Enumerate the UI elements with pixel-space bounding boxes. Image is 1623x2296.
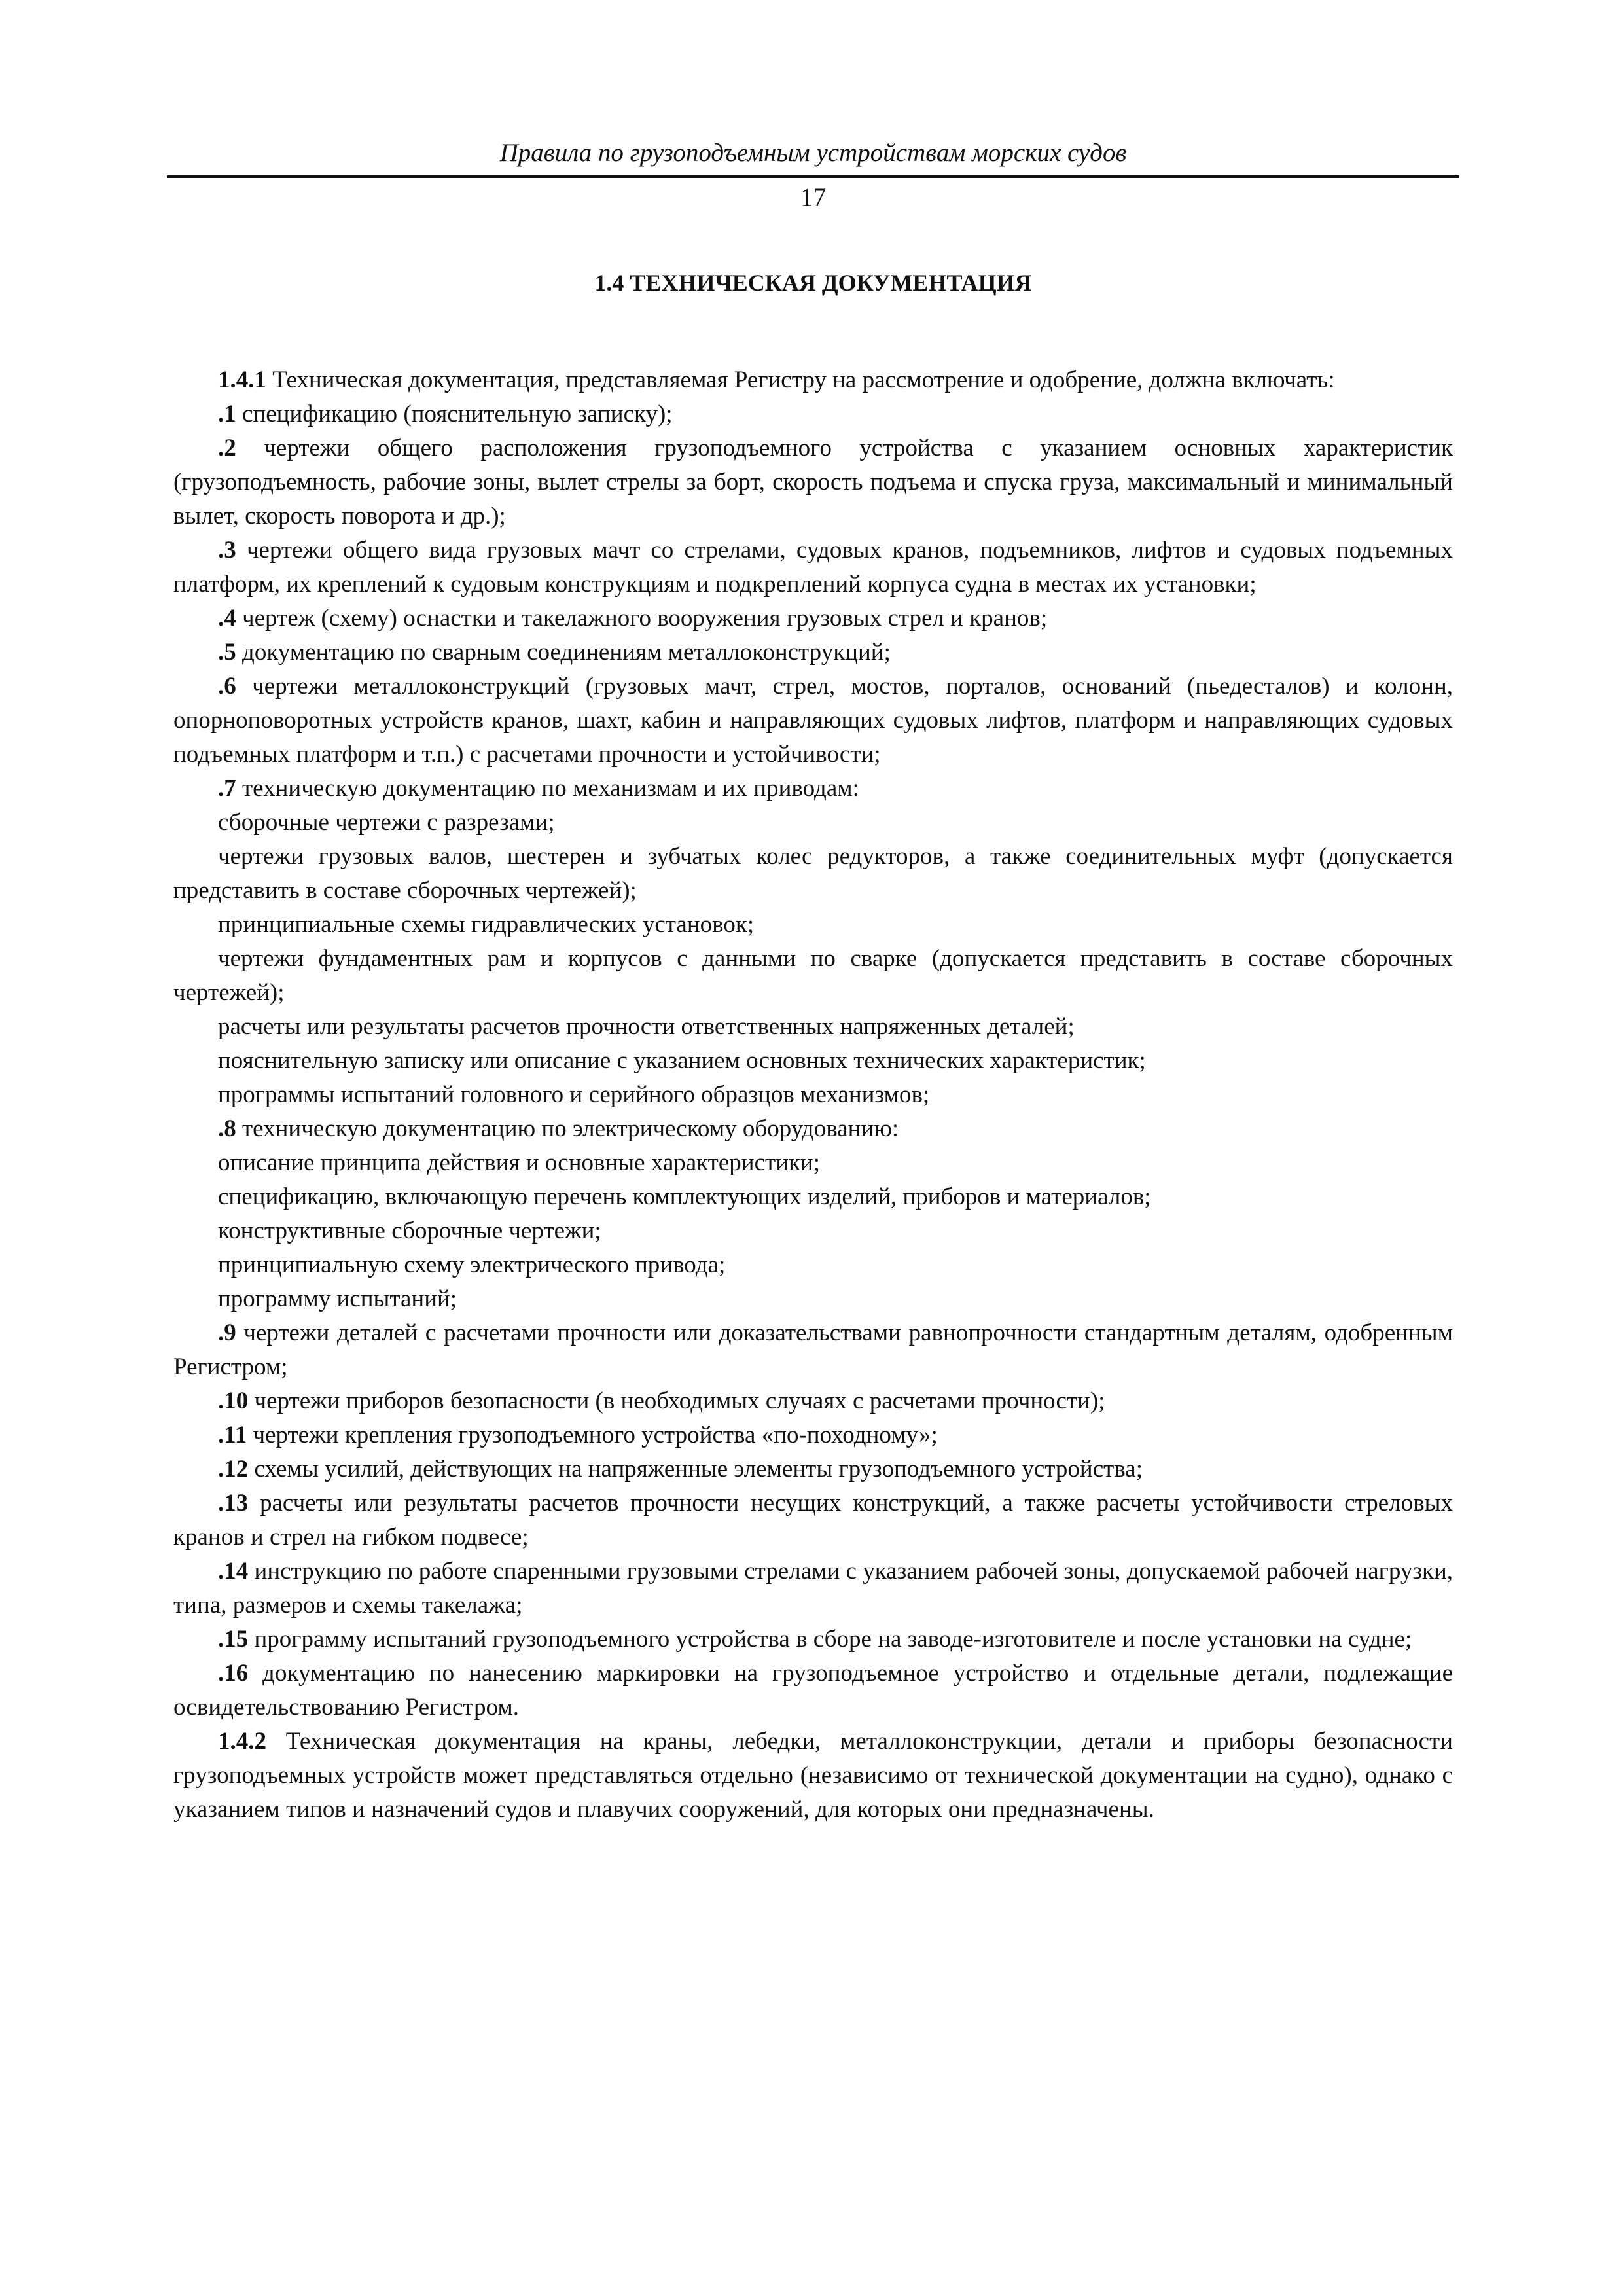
list-item: [173, 533, 1453, 601]
item-text: чертежи деталей с расчетами прочности или доказательствами равнопрочности стандартным деталям, одобренным Регистром;: [173, 1319, 1453, 1380]
item-number: .3: [218, 537, 236, 564]
paragraph-number: 1.4.1: [218, 367, 266, 393]
sub-item-text: принципиальную схему электрического привода;: [218, 1251, 726, 1278]
item-text: чертежи крепления грузоподъемного устройства «по-походному»;: [247, 1422, 938, 1448]
sub-item-text: сборочные чертежи с разрезами;: [218, 809, 555, 836]
running-header: Правила по грузоподъемным устройствам морских судов: [499, 139, 1127, 167]
item-number: .2: [218, 435, 236, 461]
item-text: чертеж (схему) оснастки и такелажного вооружения грузовых стрел и кранов;: [236, 605, 1048, 632]
item-text: документацию по нанесению маркировки на грузоподъемное устройство и отдельные детали, подлежащие освидетельствованию Регистром.: [173, 1660, 1453, 1721]
item-text: программу испытаний грузоподъемного устройства в сборе на заводе-изготовителе и после установки на судне;: [248, 1626, 1412, 1653]
item-number: .9: [218, 1319, 236, 1346]
page-number: 17: [800, 183, 826, 211]
sub-item-text: чертежи грузовых валов, шестерен и зубчатых колес редукторов, а также соединительных муфт (допускается представить в составе сборочных чертежей);: [173, 843, 1453, 904]
list-item: [173, 1554, 1453, 1623]
item-number: .16: [218, 1660, 249, 1687]
sub-item-text: описание принципа действия и основные характеристики;: [218, 1149, 821, 1176]
list-item: [173, 431, 1453, 533]
list-item: [173, 1657, 1453, 1725]
list-item: [173, 772, 1453, 806]
item-text: чертежи общего расположения грузоподъемного устройства с указанием основных характеристик (грузоподъемность, рабочие зоны, вылет стрелы за борт, скорость подъема и спуска груза, максимальный и минимальный вылет, скорость поворота и др.);: [173, 435, 1453, 529]
sub-item-text: программы испытаний головного и серийного образцов механизмов;: [218, 1081, 930, 1108]
list-item: [173, 1316, 1453, 1384]
item-number: .10: [218, 1388, 249, 1414]
list-item: [173, 1452, 1453, 1486]
paragraph: [173, 363, 1453, 397]
list-item: [173, 670, 1453, 772]
item-number: .7: [218, 775, 236, 802]
item-text: документацию по сварным соединениям металлоконструкций;: [236, 639, 891, 666]
paragraph-number: 1.4.2: [218, 1728, 266, 1755]
item-text: расчеты или результаты расчетов прочности несущих конструкций, а также расчеты устойчивости стреловых кранов и стрел на гибком подвесе;: [173, 1490, 1453, 1551]
item-number: .15: [218, 1626, 249, 1653]
header-rule: [167, 175, 1459, 178]
list-item: [173, 1486, 1453, 1554]
list-item: [173, 1418, 1453, 1452]
sub-item: [173, 840, 1453, 908]
sub-item: [173, 1044, 1453, 1078]
list-item: [173, 1112, 1453, 1146]
list-item: [173, 397, 1453, 431]
sub-item: [173, 1282, 1453, 1316]
list-item: [173, 601, 1453, 636]
section-title: 1.4 ТЕХНИЧЕСКАЯ ДОКУМЕНТАЦИЯ: [594, 270, 1032, 296]
item-number: .13: [218, 1490, 249, 1516]
sub-item: [173, 1180, 1453, 1214]
item-text: чертежи общего вида грузовых мачт со стрелами, судовых кранов, подъемников, лифтов и судовых подъемных платформ, их креплений к судовым конструкциям и подкреплений корпуса судна в местах их установки;: [173, 537, 1453, 598]
item-number: .4: [218, 605, 236, 632]
sub-item-text: чертежи фундаментных рам и корпусов с данными по сварке (допускается представить в составе сборочных чертежей);: [173, 945, 1453, 1006]
sub-item-text: принципиальные схемы гидравлических установок;: [218, 911, 755, 938]
item-text: спецификацию (пояснительную записку);: [236, 401, 673, 427]
body-text: [173, 363, 1453, 1827]
sub-item-text: программу испытаний;: [218, 1285, 457, 1312]
item-number: .5: [218, 639, 236, 666]
list-item: [173, 1623, 1453, 1657]
sub-item-text: расчеты или результаты расчетов прочности ответственных напряженных деталей;: [218, 1013, 1075, 1040]
list-item: [173, 636, 1453, 670]
item-number: .6: [218, 673, 236, 700]
item-number: .1: [218, 401, 236, 427]
sub-item-text: конструктивные сборочные чертежи;: [218, 1217, 601, 1244]
item-number: .11: [218, 1422, 247, 1448]
item-text: техническую документацию по механизмам и их приводам:: [236, 775, 859, 802]
sub-item: [173, 1010, 1453, 1044]
sub-item: [173, 1214, 1453, 1248]
item-number: .14: [218, 1558, 249, 1585]
item-text: техническую документацию по электрическому оборудованию:: [236, 1115, 899, 1142]
sub-item: [173, 1078, 1453, 1112]
item-text: схемы усилий, действующих на напряженные элементы грузоподъемного устройства;: [248, 1456, 1143, 1482]
sub-item: [173, 806, 1453, 840]
sub-item: [173, 1248, 1453, 1282]
list-item: [173, 1384, 1453, 1418]
sub-item: [173, 942, 1453, 1010]
sub-item: [173, 908, 1453, 942]
sub-item-text: пояснительную записку или описание с указанием основных технических характеристик;: [218, 1047, 1146, 1074]
paragraph-text: Техническая документация, представляемая Регистру на рассмотрение и одобрение, должна включать:: [266, 367, 1335, 393]
item-text: инструкцию по работе спаренными грузовыми стрелами с указанием рабочей зоны, допускаемой рабочей нагрузки, типа, размеров и схемы такелажа;: [173, 1558, 1453, 1619]
sub-item-text: спецификацию, включающую перечень комплектующих изделий, приборов и материалов;: [218, 1183, 1151, 1210]
item-number: .12: [218, 1456, 249, 1482]
item-text: чертежи приборов безопасности (в необходимых случаях с расчетами прочности);: [248, 1388, 1105, 1414]
item-text: чертежи металлоконструкций (грузовых мачт, стрел, мостов, порталов, оснований (пьедесталов) и колонн, опорноповоротных устройств кранов, шахт, кабин и направляющих судовых лифтов, платформ и направляющих судовых подъемных платформ и т.п.) с расчетами прочности и устойчивости;: [173, 673, 1453, 768]
paragraph-text: Техническая документация на краны, лебедки, металлоконструкции, детали и приборы безопасности грузоподъемных устройств может представляться отдельно (независимо от технической документации на судно), однако с указанием типов и назначений судов и плавучих сооружений, для которых они предназначены.: [173, 1728, 1453, 1823]
paragraph: [173, 1725, 1453, 1827]
item-number: .8: [218, 1115, 236, 1142]
sub-item: [173, 1146, 1453, 1180]
